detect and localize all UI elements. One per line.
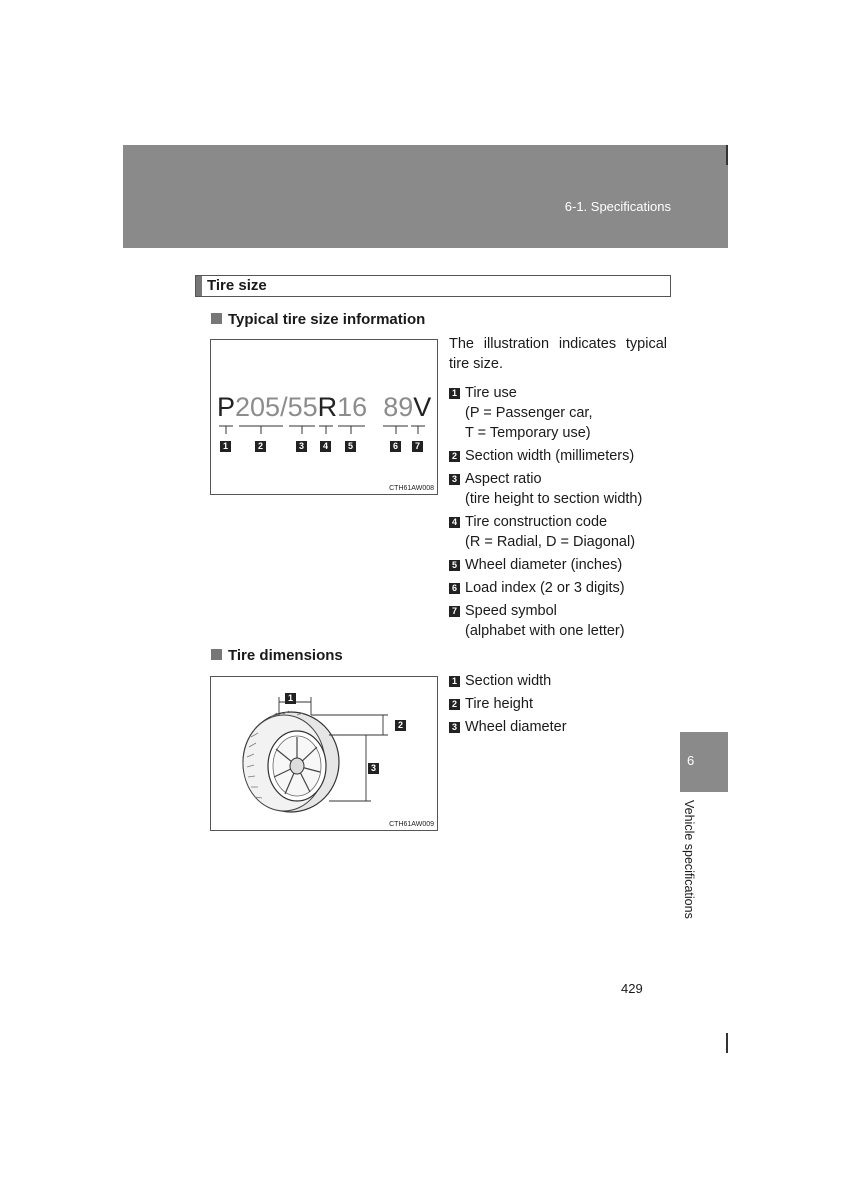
list-item: 1 Section width <box>449 671 567 691</box>
list-item: 1 Tire use (P = Passenger car, T = Temporary use) <box>449 383 642 443</box>
marker-1: 1 <box>220 441 231 452</box>
figure-code: CTH61AW008 <box>389 485 434 492</box>
tire-dimensions-figure <box>210 676 438 831</box>
crop-mark-top <box>726 145 728 165</box>
typical-size-heading: Typical tire size information <box>211 311 425 328</box>
page-header <box>123 145 728 248</box>
chapter-number: 6 <box>687 753 695 768</box>
page-number: 429 <box>621 981 643 996</box>
list-item: 5 Wheel diameter (inches) <box>449 555 642 575</box>
list-item: 2 Section width (millimeters) <box>449 446 642 466</box>
tire-dimensions-heading: Tire dimensions <box>211 647 343 664</box>
tire-size-code: P205/55R16 89V <box>217 392 432 422</box>
section-title: Tire size <box>207 277 267 294</box>
marker-6: 6 <box>390 441 401 452</box>
marker-2: 2 <box>255 441 266 452</box>
tire-illustration <box>211 677 437 830</box>
marker-3: 3 <box>296 441 307 452</box>
crop-mark-bottom <box>726 1033 728 1053</box>
tire-code-figure <box>210 339 438 495</box>
list-item: 3 Wheel diameter <box>449 717 567 737</box>
list-item: 2 Tire height <box>449 694 567 714</box>
marker-3: 3 <box>368 763 379 774</box>
marker-2: 2 <box>395 720 406 731</box>
bullet-square-icon <box>211 649 222 660</box>
chapter-label: Vehicle specifications <box>682 800 696 919</box>
list-item: 3 Aspect ratio (tire height to section width) <box>449 469 642 509</box>
list-item: 4 Tire construction code (R = Radial, D = Diagonal) <box>449 512 642 552</box>
tire-dimensions-list <box>449 671 567 740</box>
bullet-square-icon <box>211 313 222 324</box>
marker-4: 4 <box>320 441 331 452</box>
figure-code: CTH61AW009 <box>389 821 434 828</box>
marker-5: 5 <box>345 441 356 452</box>
chapter-tab <box>680 732 728 792</box>
section-title-bar <box>195 275 671 297</box>
intro-text: The illustration indicates typical tire size. <box>449 336 667 372</box>
chapter-title: 6-1. Specifications <box>564 199 671 214</box>
code-callout-lines <box>211 340 437 494</box>
marker-1: 1 <box>285 693 296 704</box>
tire-code-list <box>449 383 642 644</box>
list-item: 6 Load index (2 or 3 digits) <box>449 578 642 598</box>
marker-7: 7 <box>412 441 423 452</box>
list-item: 7 Speed symbol (alphabet with one letter) <box>449 601 642 641</box>
